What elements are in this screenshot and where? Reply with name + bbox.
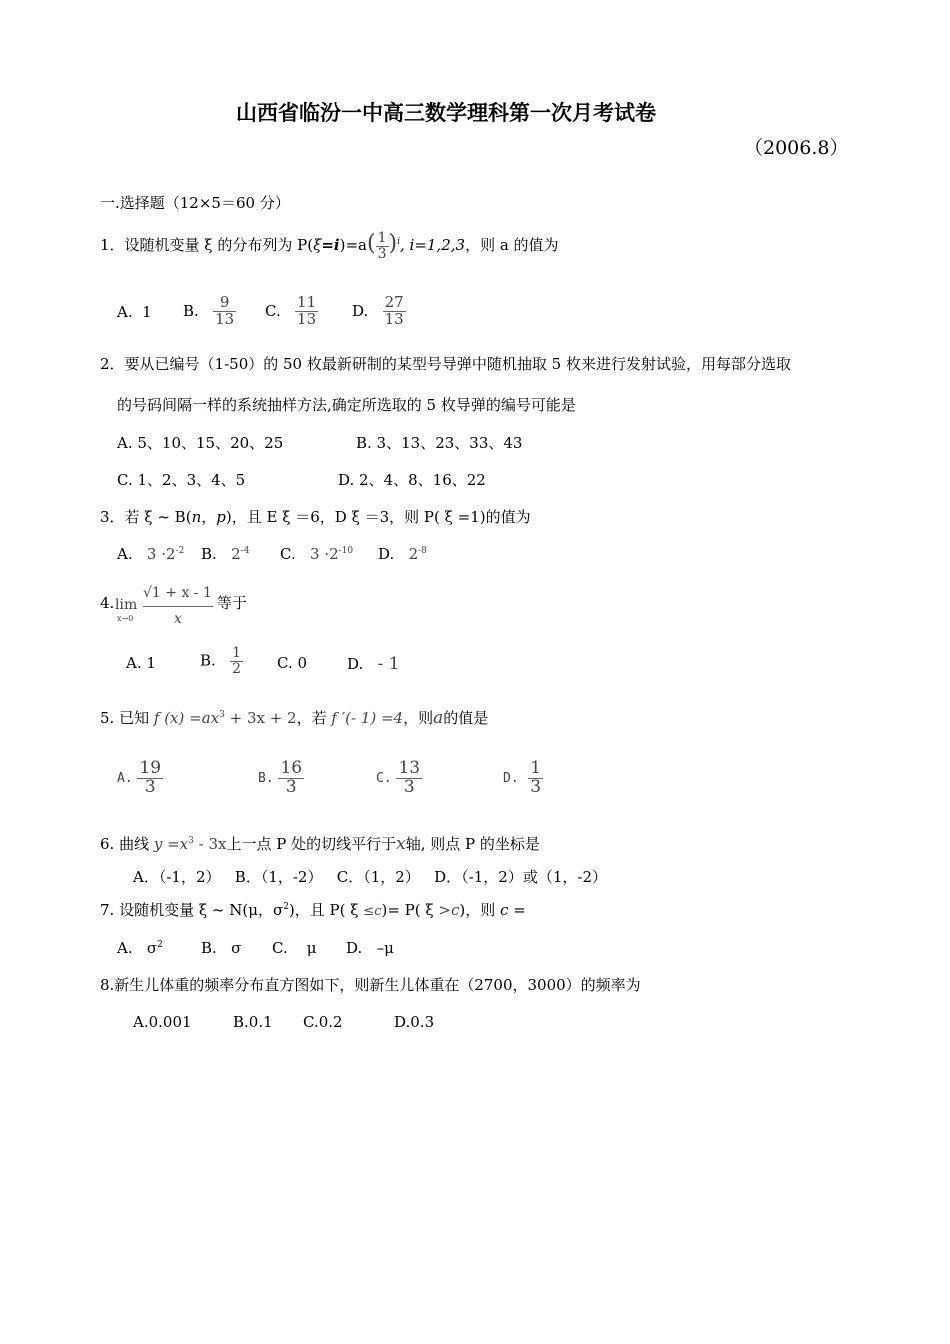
q3-stem-pre: 3．若 ξ ~ B(: [100, 508, 192, 526]
q5-option-a: [117, 760, 163, 797]
q5-opt-b-label: B.: [258, 770, 274, 786]
q6-curve-exp: 3: [188, 836, 194, 846]
q7-option-b: B. σ: [201, 939, 242, 957]
q4-fraction-bar: [143, 606, 213, 607]
q6-stem-mid: 上一点 P 处的切线平行于: [226, 835, 397, 853]
q1-option-b: [183, 295, 236, 328]
q5-opt-c-label: C.: [376, 770, 392, 786]
q1-xi: ξ: [313, 236, 322, 255]
q4-number: 4.: [100, 594, 115, 612]
q5-opt-d-fraction: [528, 760, 543, 797]
q4-post: 等于: [217, 594, 248, 612]
q4-opt-d-label: D.: [347, 655, 364, 673]
question-8: 8.新生儿体重的频率分布直方图如下，则新生儿体重在（2700，3000）的频率为: [100, 976, 641, 994]
q1-frac-num: 1: [377, 230, 387, 246]
q3-opt-a-base: 3 ·2: [146, 545, 176, 563]
q8-option-d: D.0.3: [394, 1013, 435, 1031]
q1-exp-i: i: [397, 237, 400, 248]
q8-option-c: C.0.2: [303, 1013, 343, 1031]
q4-option-b: [200, 646, 243, 676]
question-3: [100, 510, 531, 525]
q1-opt-d-label: D.: [352, 301, 369, 320]
q1-a: )=a: [339, 236, 367, 255]
q4-lim: lim: [115, 597, 138, 613]
q5-post-pre: ，则: [403, 709, 434, 727]
q7-option-c: C. μ: [272, 939, 317, 957]
page-title: 山西省临汾一中高三数学理科第一次月考试卷: [236, 100, 656, 125]
q3-opt-d-base: 2: [408, 545, 419, 563]
q7-c-var: c: [500, 901, 509, 919]
q5-stem-pre: 5. 已知: [100, 709, 150, 727]
q5-option-b: [258, 760, 304, 797]
q5-option-c: [376, 760, 422, 797]
q1-opt-d-num: 27: [384, 293, 404, 311]
q5-opt-d-den: 3: [530, 776, 542, 797]
question-1: 1．设随机变量 ξ 的分布列为 P(ξ=i)=a( $\frac{1}{3}$ )$^i$, i=1,2,3，则 a 的值为: [100, 230, 559, 262]
q5-opt-c-den: 3: [403, 776, 415, 797]
q4-option-d: [347, 656, 400, 673]
q7-stem-pre: 7. 设随机变量 ξ ~ N(μ，σ: [100, 901, 284, 919]
q1-opt-d-fraction: [383, 295, 406, 328]
q3-opt-b-label: B.: [201, 545, 217, 563]
q4-denominator: x: [174, 611, 182, 627]
q5-opt-a-num: 19: [139, 758, 162, 778]
q5-post: 的值是: [443, 709, 489, 727]
q1-opt-c-label: C.: [265, 301, 281, 320]
q1-opt-c-fraction: [295, 295, 318, 328]
q3-comma: ，: [201, 508, 217, 526]
q7-stem-post: )，则: [459, 901, 496, 919]
q7-sigma-sup: 2: [283, 902, 289, 912]
q3-option-b: [201, 547, 249, 562]
q6-curve: y =x: [153, 835, 189, 853]
q7-stem-end: =: [508, 901, 526, 919]
q6-curve-rest: - 3x: [193, 835, 227, 853]
q3-n: n: [191, 508, 202, 526]
q4-opt-b-den: 2: [232, 660, 242, 677]
q3-option-c: [280, 547, 353, 562]
q5-opt-a-fraction: [137, 760, 163, 797]
q5-opt-a-den: 3: [144, 776, 156, 797]
q5-opt-d-num: 1: [530, 758, 542, 778]
exam-date: （2006.8）: [744, 137, 849, 159]
q1-opt-a-label: A.: [117, 303, 133, 321]
q3-opt-d-exp: -8: [418, 546, 427, 556]
q1-opt-b-fraction: [213, 295, 236, 328]
q3-p: p: [216, 508, 226, 526]
q7-le-c: ≤c: [363, 904, 382, 919]
q3-opt-c-exp: -10: [338, 546, 354, 556]
question-6: [100, 836, 540, 853]
q6-stem-post: 轴, 则点 P 的坐标是: [405, 835, 540, 853]
q5-mid: ，若: [296, 709, 327, 727]
q1-eq: =i: [321, 236, 340, 255]
q1-opt-b-label: B.: [183, 301, 199, 320]
q4-numerator: √1 + x - 1: [143, 585, 212, 601]
q5-option-d: [503, 760, 543, 797]
q4-opt-d-value: - 1: [377, 654, 400, 674]
q1-frac-den: 3: [377, 245, 387, 262]
q1-opt-b-num: 9: [213, 295, 236, 312]
q3-opt-c-label: C.: [280, 545, 296, 563]
q5-func: f (x) =ax: [153, 709, 220, 727]
q3-opt-a-label: A.: [117, 545, 133, 563]
q2-option-d: D. 2、4、8、16、22: [338, 471, 486, 489]
q1-fraction: [376, 231, 389, 261]
q1-stem-post: ，则 a 的值为: [465, 236, 559, 255]
q1-option-d: [352, 295, 406, 328]
q4-opt-b-fraction: [230, 646, 243, 676]
q1-opt-c-num: 11: [297, 293, 317, 311]
q5-deriv: f ′(- 1) =4: [331, 709, 404, 727]
q1-opt-d-den: 13: [384, 309, 404, 328]
q1-opt-b-den: 13: [215, 309, 235, 328]
q2-option-b: B. 3、13、23、33、43: [356, 434, 523, 452]
q4-lim-sub: x→0: [117, 614, 134, 623]
q5-func-exp: 3: [219, 710, 225, 720]
q1-opt-a-value: 1: [142, 303, 152, 321]
q3-opt-d-label: D.: [378, 545, 395, 563]
q7-stem-mid2: )= P( ξ: [381, 901, 439, 919]
q7-opt-a: A. σ: [117, 939, 158, 957]
q1-stem-pre: 1．设随机变量 ξ 的分布列为 P(: [100, 236, 314, 255]
question-7: [100, 903, 526, 918]
q3-option-a: [117, 547, 184, 562]
q8-option-b: B.0.1: [233, 1013, 273, 1031]
q6-axis: x: [396, 834, 406, 854]
q3-opt-b-base: 2: [231, 545, 241, 563]
q2-line-1: 2．要从已编号（1-50）的 50 枚最新研制的某型号导弹中随机抽取 5 枚来进行发射试验，用每部分选取: [100, 355, 791, 373]
q4-opt-b-label: B.: [200, 651, 216, 670]
q4-opt-b-num: 1: [232, 645, 242, 661]
q5-opt-a-label: A.: [117, 770, 133, 786]
q5-opt-c-num: 13: [398, 758, 421, 778]
q7-gt-c: >c: [438, 901, 460, 919]
q2-option-c: C. 1、2、3、4、5: [117, 471, 246, 489]
q1-range: , i=1,2,3: [399, 236, 466, 255]
q3-stem-post: )，且 E ξ ＝6，D ξ ＝3，则 P( ξ =1)的值为: [225, 508, 531, 526]
q5-opt-b-fraction: [278, 760, 304, 797]
q3-opt-b-exp: -4: [240, 546, 250, 556]
q7-option-d: D. –μ: [346, 939, 394, 957]
q5-opt-b-den: 3: [285, 776, 297, 797]
q3-opt-c-base: 3 ·2: [310, 545, 339, 563]
q5-func-rest: + 3x + 2: [224, 709, 297, 727]
question-5: [100, 710, 488, 727]
q1-option-a: [117, 305, 152, 320]
q5-opt-d-label: D.: [503, 770, 519, 786]
q7-option-a: [117, 941, 163, 956]
q3-opt-a-exp: -2: [175, 546, 185, 556]
q5-opt-b-num: 16: [280, 758, 303, 778]
q1-opt-c-den: 13: [297, 309, 317, 328]
q4-option-a: A. 1: [126, 654, 156, 672]
q2-line-2: 的号码间隔一样的系统抽样方法,确定所选取的 5 枚导弹的编号可能是: [117, 396, 576, 414]
q5-a: a: [433, 708, 444, 728]
section-heading: 一.选择题（12×5＝60 分）: [100, 194, 290, 212]
q5-opt-c-fraction: [396, 760, 422, 797]
q1-option-c: [265, 295, 318, 328]
q6-options: A．（-1，2） B．（1，-2） C．（1，2） D．（-1，2）或（1，-2）: [133, 868, 607, 886]
q7-opt-a-sup: 2: [157, 940, 163, 950]
q2-option-a: A. 5、10、15、20、25: [117, 434, 284, 452]
q4-option-c: C. 0: [277, 654, 308, 672]
q7-stem-mid: )，且 P( ξ: [288, 901, 364, 919]
q8-option-a: A.0.001: [133, 1013, 192, 1031]
q6-stem-pre: 6. 曲线: [100, 835, 150, 853]
q3-option-d: [378, 547, 427, 562]
